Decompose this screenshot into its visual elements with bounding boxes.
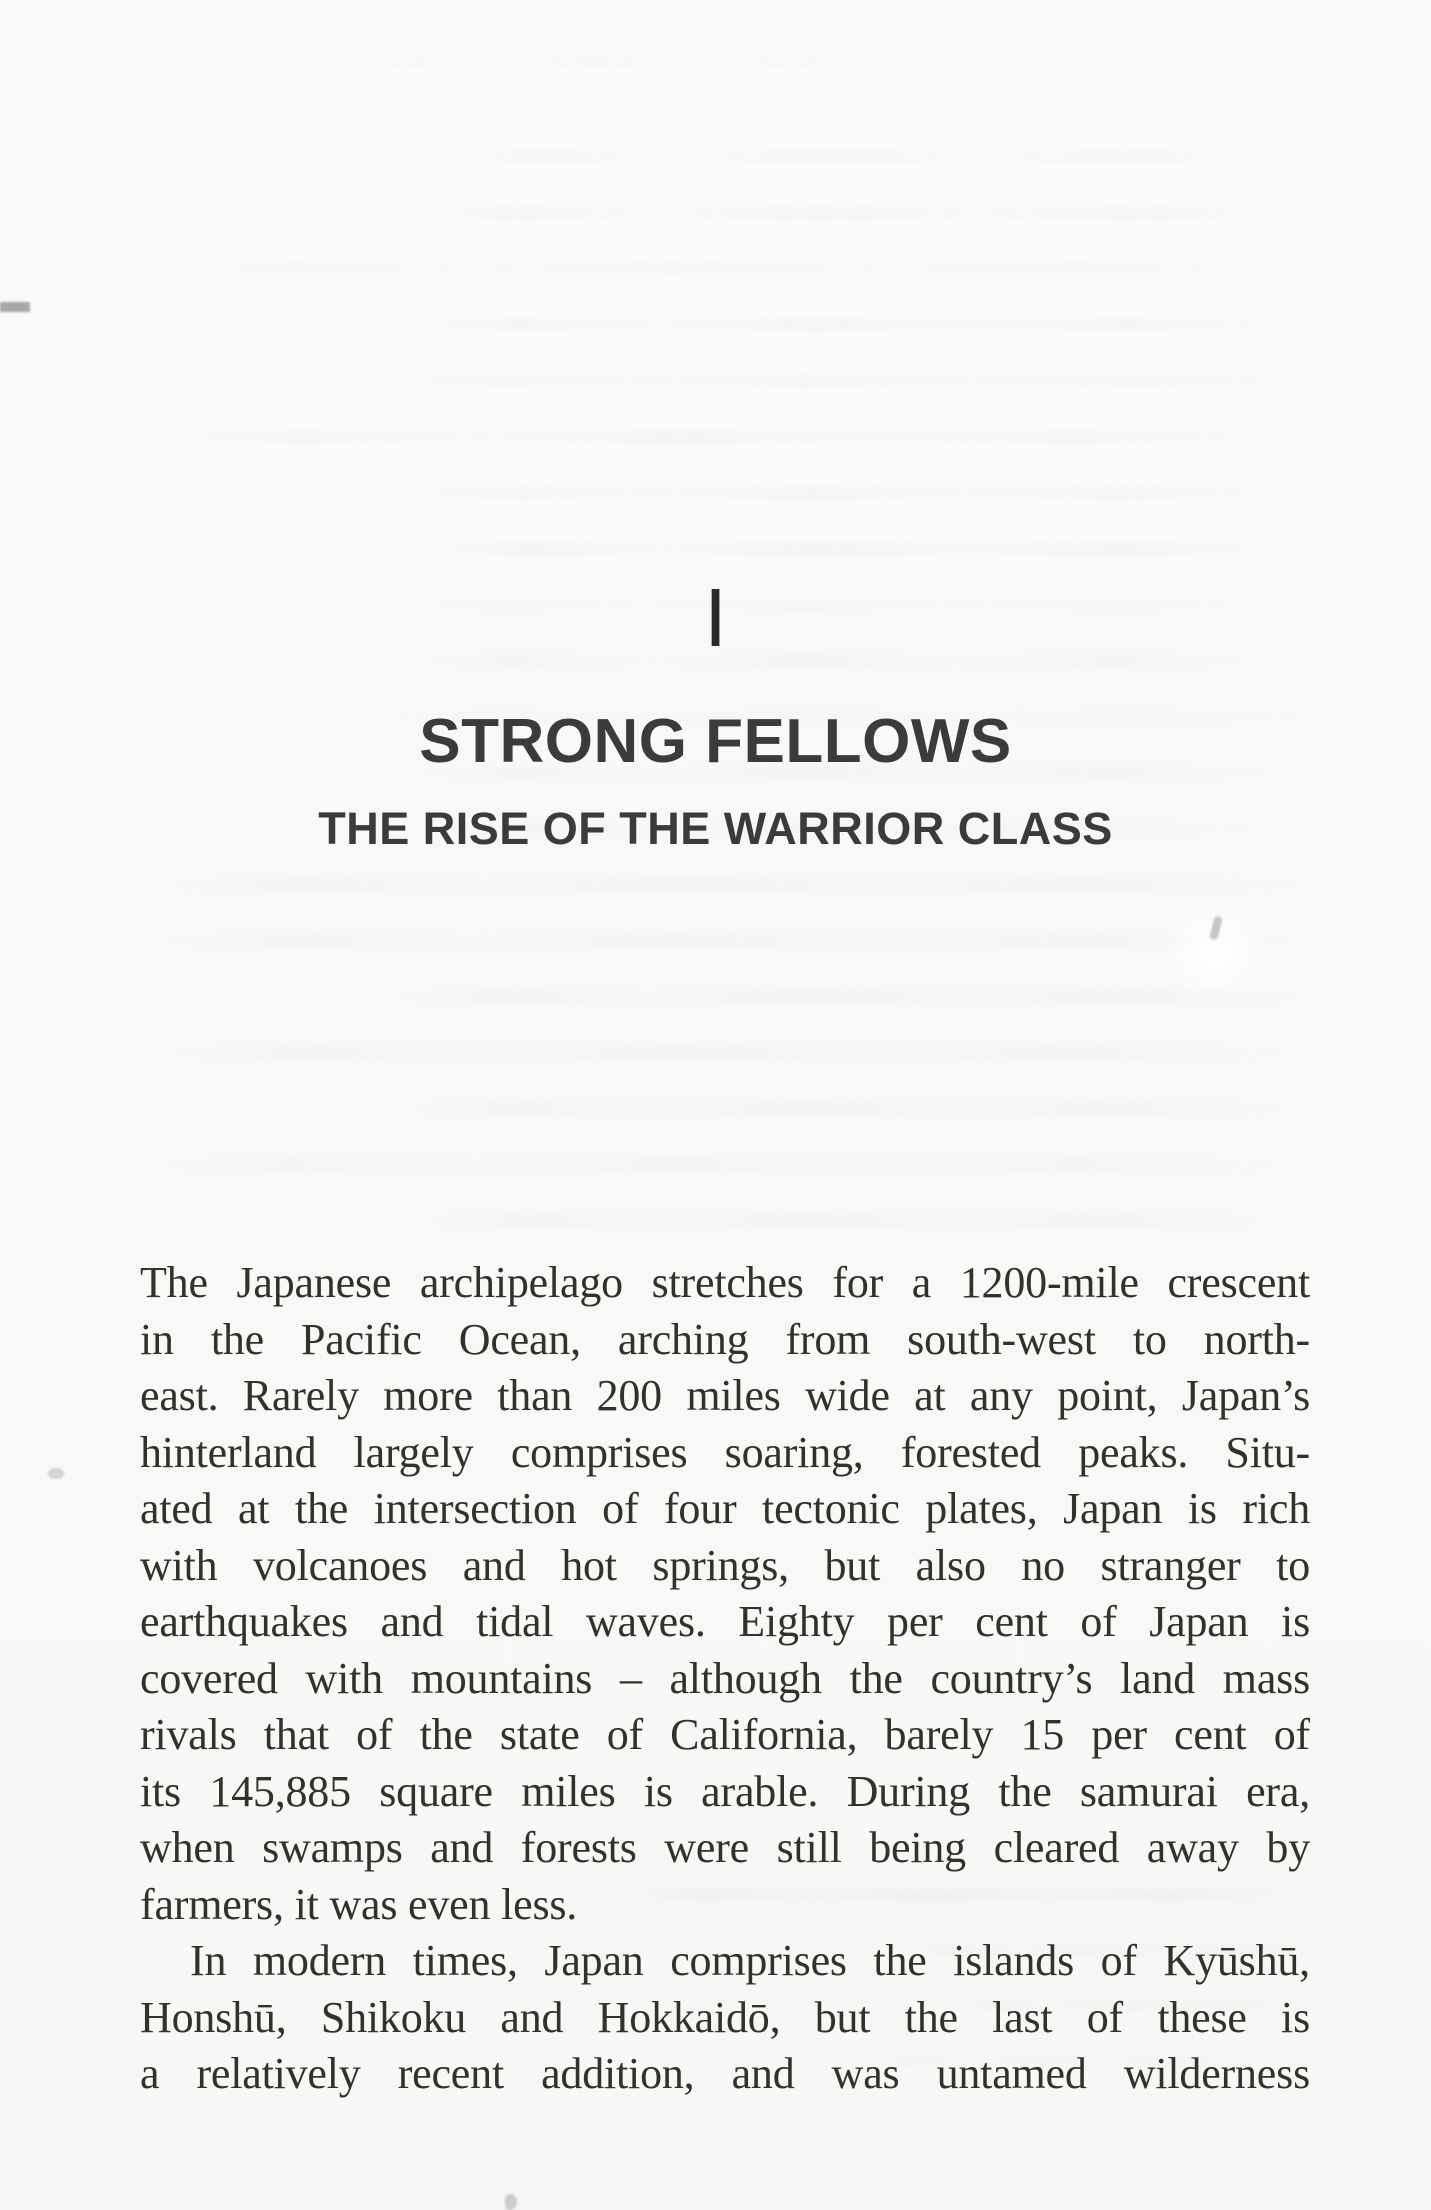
bleedthrough-artifact	[400, 207, 1330, 220]
body-line: a relatively recent addition, and was untamed wilderness	[140, 2049, 1310, 2098]
body-line: hinterland largely comprises soaring, forested peaks. Situ-	[140, 1427, 1310, 1477]
bleedthrough-artifact	[160, 430, 1310, 443]
scan-artifact	[1160, 900, 1270, 1000]
scan-artifact	[48, 1468, 64, 1479]
bleedthrough-artifact	[400, 1102, 1300, 1115]
scan-artifact	[0, 302, 30, 312]
body-line: In modern times, Japan comprises the islands of Kyūshū,	[190, 1936, 1310, 1985]
bleedthrough-artifact	[430, 150, 1310, 163]
bleedthrough-artifact	[160, 1046, 1310, 1059]
bleedthrough-artifact	[410, 318, 1310, 331]
body-text	[140, 1255, 1310, 2103]
chapter-title: STRONG FELLOWS	[419, 707, 1012, 776]
scan-artifact	[505, 2194, 517, 2210]
body-line: in the Pacific Ocean, arching from south-west to north-	[140, 1314, 1310, 1364]
body-line: farmers, it was even less.	[140, 1879, 578, 1929]
bleedthrough-artifact	[330, 55, 910, 68]
body-line: covered with mountains – although the country’s land mass	[140, 1653, 1310, 1703]
bleedthrough-artifact	[160, 878, 1320, 891]
body-line: ated at the intersection of four tectonic plates, Japan is rich	[140, 1484, 1310, 1533]
body-line: Honshū, Shikoku and Hokkaidō, but the last of these is	[140, 1992, 1310, 2042]
bleedthrough-artifact	[150, 1158, 1310, 1171]
bleedthrough-artifact	[150, 934, 1320, 947]
chapter-number: I	[703, 571, 728, 664]
body-line: The Japanese archipelago stretches for a 1200-mile crescent	[140, 1258, 1310, 1307]
bleedthrough-artifact	[150, 262, 1310, 275]
bleedthrough-artifact	[400, 486, 1310, 499]
bleedthrough-artifact	[390, 374, 1330, 387]
bleedthrough-artifact	[420, 542, 1300, 555]
body-line: when swamps and forests were still being cleared away by	[140, 1823, 1310, 1872]
body-line: with volcanoes and hot springs, but also no stranger to	[140, 1540, 1310, 1590]
body-line: earthquakes and tidal waves. Eighty per cent of Japan is	[140, 1597, 1310, 1646]
bleedthrough-artifact	[420, 1214, 1280, 1227]
body-line: rivals that of the state of California, barely 15 per cent of	[140, 1710, 1310, 1759]
body-line: its 145,885 square miles is arable. During the samurai era,	[140, 1766, 1310, 1816]
chapter-subtitle: THE RISE OF THE WARRIOR CLASS	[318, 803, 1113, 854]
body-line: east. Rarely more than 200 miles wide at any point, Japan’s	[140, 1371, 1310, 1420]
